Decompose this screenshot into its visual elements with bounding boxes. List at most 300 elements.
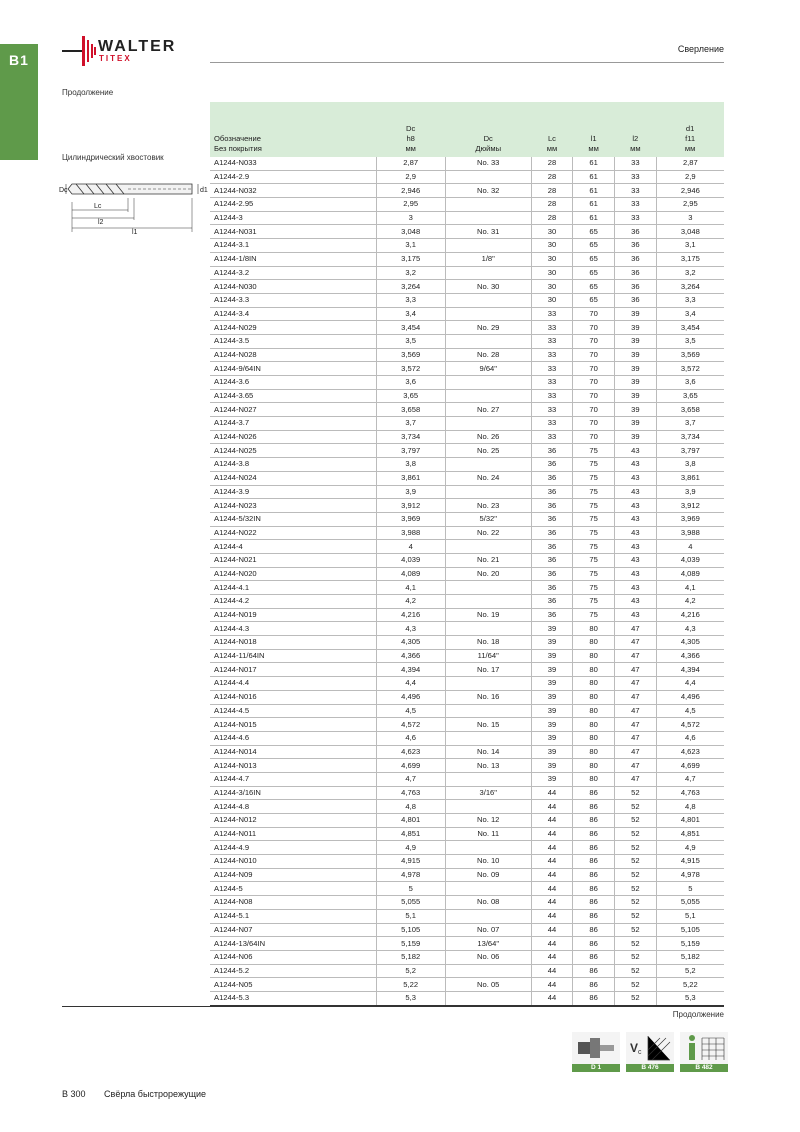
table-cell: 2,946 [376, 184, 445, 198]
table-cell: 47 [614, 745, 656, 759]
diagram-label-d1: d1 [200, 187, 208, 194]
table-cell: 4,2 [376, 595, 445, 609]
table-cell: 52 [614, 882, 656, 896]
table-cell: 4,394 [656, 663, 724, 677]
table-cell: A1244-N017 [210, 663, 376, 677]
table-cell: 47 [614, 677, 656, 691]
table-cell: 75 [573, 595, 615, 609]
table-cell: 3,7 [656, 417, 724, 431]
table-cell: 36 [531, 581, 573, 595]
table-cell: 43 [614, 581, 656, 595]
logo-bars-icon [62, 34, 98, 68]
table-cell: 3,988 [376, 526, 445, 540]
table-cell: 52 [614, 855, 656, 869]
table-cell: 43 [614, 595, 656, 609]
table-cell: 4,4 [376, 677, 445, 691]
table-cell: No. 28 [445, 348, 531, 362]
section-tab [0, 44, 38, 160]
table-cell: 75 [573, 553, 615, 567]
table-cell: A1244-N05 [210, 978, 376, 992]
table-cell: 39 [531, 649, 573, 663]
table-cell: 80 [573, 704, 615, 718]
column-header-line: d1 [685, 124, 695, 133]
table-cell: 3,797 [656, 444, 724, 458]
column-header-line: f11 [685, 134, 696, 143]
table-cell: 30 [531, 225, 573, 239]
table-cell: 3,175 [656, 252, 724, 266]
icon-box-shank-holder[interactable] [572, 1032, 620, 1072]
table-cell: 5,055 [656, 896, 724, 910]
table-cell: 44 [531, 964, 573, 978]
table-cell [445, 376, 531, 390]
table-cell: 43 [614, 567, 656, 581]
table-row [210, 841, 724, 855]
table-cell: 3,9 [656, 485, 724, 499]
page-number: B 300 [62, 1089, 86, 1099]
table-cell: 30 [531, 252, 573, 266]
table-cell: 39 [614, 321, 656, 335]
table-cell: 4,9 [376, 841, 445, 855]
table-cell: 65 [573, 239, 615, 253]
table-cell: 44 [531, 814, 573, 828]
table-row [210, 896, 724, 910]
table-cell: 75 [573, 485, 615, 499]
table-cell: 36 [531, 567, 573, 581]
table-cell: 33 [531, 307, 573, 321]
table-cell: 39 [614, 430, 656, 444]
table-row [210, 389, 724, 403]
column-header-line: мм [405, 144, 416, 153]
table-cell: 4,7 [376, 772, 445, 786]
table-cell: 43 [614, 540, 656, 554]
table-row [210, 636, 724, 650]
table-cell: 4,623 [656, 745, 724, 759]
table-cell: 80 [573, 636, 615, 650]
table-cell: 3,988 [656, 526, 724, 540]
table-cell: 86 [573, 896, 615, 910]
table-cell: A1244-N06 [210, 950, 376, 964]
table-cell: 4,978 [376, 868, 445, 882]
table-cell: 3,264 [656, 280, 724, 294]
column-header-6 [656, 102, 724, 157]
diagram-label-l1: l1 [132, 229, 138, 236]
table-row [210, 937, 724, 951]
table-cell: A1244-N030 [210, 280, 376, 294]
table-cell: 39 [614, 389, 656, 403]
table-row [210, 581, 724, 595]
table-cell: 65 [573, 293, 615, 307]
table-cell: 4,801 [656, 814, 724, 828]
table-cell: A1244-3.1 [210, 239, 376, 253]
column-header-line: Dc [483, 134, 493, 143]
table-cell: 39 [614, 362, 656, 376]
table-row [210, 704, 724, 718]
table-cell: 47 [614, 690, 656, 704]
table-cell: 47 [614, 622, 656, 636]
table-cell: 5,3 [656, 991, 724, 1005]
diagram-label-lc: Lc [94, 203, 102, 210]
table-cell: 70 [573, 389, 615, 403]
table-cell: 75 [573, 444, 615, 458]
table-cell: A1244-3.4 [210, 307, 376, 321]
table-cell [445, 198, 531, 212]
table-row [210, 307, 724, 321]
table-cell: 3,2 [376, 266, 445, 280]
table-cell: A1244-N013 [210, 759, 376, 773]
table-cell: 52 [614, 991, 656, 1005]
table-cell: A1244-4.3 [210, 622, 376, 636]
table-cell: 47 [614, 772, 656, 786]
table-row [210, 403, 724, 417]
table-cell: 33 [614, 211, 656, 225]
table-cell: A1244-2.95 [210, 198, 376, 212]
table-cell: 4,366 [376, 649, 445, 663]
table-cell: 39 [531, 677, 573, 691]
table-cell: A1244-5 [210, 882, 376, 896]
table-cell: 4,305 [376, 636, 445, 650]
table-cell: 33 [531, 389, 573, 403]
table-cell: No. 13 [445, 759, 531, 773]
table-cell: 36 [531, 553, 573, 567]
table-cell: A1244-N027 [210, 403, 376, 417]
table-row [210, 731, 724, 745]
table-cell: 43 [614, 471, 656, 485]
table-cell: 52 [614, 896, 656, 910]
column-header-line: l1 [590, 134, 597, 143]
icon-box-info[interactable] [680, 1032, 728, 1072]
table-row [210, 458, 724, 472]
table-cell: 52 [614, 978, 656, 992]
table-cell: 3,861 [656, 471, 724, 485]
table-cell: 30 [531, 280, 573, 294]
table-cell: A1244-N028 [210, 348, 376, 362]
table-cell: 36 [531, 526, 573, 540]
table-cell: 4,2 [656, 595, 724, 609]
table-cell: 4,572 [376, 718, 445, 732]
table-cell: 65 [573, 280, 615, 294]
table-cell: 3,5 [656, 334, 724, 348]
table-cell: 86 [573, 841, 615, 855]
table-cell: A1244-N012 [210, 814, 376, 828]
table-cell [445, 731, 531, 745]
table-row [210, 512, 724, 526]
table-cell: 3,65 [656, 389, 724, 403]
drill-spec-table [210, 102, 724, 1006]
table-cell: 75 [573, 567, 615, 581]
table-cell: 39 [614, 334, 656, 348]
table-cell: 43 [614, 444, 656, 458]
table-cell [445, 334, 531, 348]
table-cell: 5,159 [376, 937, 445, 951]
table-cell: 4,039 [656, 553, 724, 567]
table-row [210, 211, 724, 225]
table-cell: 70 [573, 362, 615, 376]
table-cell: 5,105 [376, 923, 445, 937]
table-cell [445, 622, 531, 636]
table-cell: 36 [531, 540, 573, 554]
table-row [210, 608, 724, 622]
table-cell: 86 [573, 800, 615, 814]
table-cell: No. 23 [445, 499, 531, 513]
table-cell: No. 21 [445, 553, 531, 567]
table-cell: 4,216 [376, 608, 445, 622]
table-row [210, 444, 724, 458]
table-cell: 33 [531, 376, 573, 390]
table-cell: No. 31 [445, 225, 531, 239]
table-row [210, 362, 724, 376]
table-cell: 4,8 [376, 800, 445, 814]
section-tab-label: B1 [9, 52, 29, 68]
table-row [210, 485, 724, 499]
table-cell: 44 [531, 827, 573, 841]
table-row [210, 540, 724, 554]
table-cell: 52 [614, 814, 656, 828]
table-cell: 44 [531, 868, 573, 882]
table-cell: A1244-3.9 [210, 485, 376, 499]
table-cell: 3,9 [376, 485, 445, 499]
table-cell [445, 458, 531, 472]
table-cell: 3,4 [376, 307, 445, 321]
table-cell: 28 [531, 211, 573, 225]
table-cell: A1244-N024 [210, 471, 376, 485]
table-cell: 44 [531, 896, 573, 910]
continuation-note-top: Продолжение [62, 88, 114, 97]
table-cell: 4,6 [376, 731, 445, 745]
table-cell [445, 417, 531, 431]
table-cell: A1244-N07 [210, 923, 376, 937]
table-cell: No. 19 [445, 608, 531, 622]
table-cell [445, 293, 531, 307]
table-cell: 3,2 [656, 266, 724, 280]
diagram-label-dc: Dc [59, 187, 68, 194]
cutting-speed-icon [626, 1032, 674, 1064]
table-row [210, 430, 724, 444]
table-cell: A1244-5.2 [210, 964, 376, 978]
table-cell: 65 [573, 266, 615, 280]
table-row [210, 280, 724, 294]
table-cell: 75 [573, 540, 615, 554]
column-header-line: мм [546, 144, 558, 153]
table-cell: 3,658 [656, 403, 724, 417]
table-cell: 39 [531, 690, 573, 704]
table-cell: A1244-3.7 [210, 417, 376, 431]
table-cell: 61 [573, 157, 615, 170]
table-cell: 36 [614, 266, 656, 280]
table-cell: 3,1 [656, 239, 724, 253]
table-cell: A1244-N018 [210, 636, 376, 650]
table-cell: A1244-5/32IN [210, 512, 376, 526]
table-cell: 2,9 [656, 170, 724, 184]
table-cell: A1244-11/64IN [210, 649, 376, 663]
table-cell: A1244-4.8 [210, 800, 376, 814]
table-row [210, 786, 724, 800]
table-cell: 39 [614, 307, 656, 321]
table-row [210, 376, 724, 390]
table-cell: A1244-N026 [210, 430, 376, 444]
table-cell: 4,699 [656, 759, 724, 773]
table-row [210, 800, 724, 814]
table-cell: 65 [573, 252, 615, 266]
table-row [210, 827, 724, 841]
table-cell: A1244-5.3 [210, 991, 376, 1005]
table-cell: No. 05 [445, 978, 531, 992]
table-cell: No. 17 [445, 663, 531, 677]
table-cell: 36 [614, 280, 656, 294]
table-cell [445, 540, 531, 554]
table-cell: 86 [573, 964, 615, 978]
table-row [210, 526, 724, 540]
table-cell: 4,699 [376, 759, 445, 773]
column-header-line: Дюймы [475, 144, 502, 153]
table-cell: 2,87 [656, 157, 724, 170]
table-cell: A1244-4 [210, 540, 376, 554]
table-cell: 3,5 [376, 334, 445, 348]
table-cell: 4,089 [656, 567, 724, 581]
table-row [210, 321, 724, 335]
column-header-line: мм [588, 144, 599, 153]
table-row [210, 759, 724, 773]
table-cell: 5,1 [376, 909, 445, 923]
table-row [210, 964, 724, 978]
table-cell: A1244-1/8IN [210, 252, 376, 266]
table-cell: A1244-4.4 [210, 677, 376, 691]
table-cell: No. 10 [445, 855, 531, 869]
table-row [210, 745, 724, 759]
table-cell: 28 [531, 198, 573, 212]
table-cell: 86 [573, 978, 615, 992]
table-cell: No. 26 [445, 430, 531, 444]
table-cell: 3,8 [376, 458, 445, 472]
shank-type-label: Цилиндрический хвостовик [62, 153, 164, 162]
table-cell: 86 [573, 991, 615, 1005]
table-cell: 75 [573, 512, 615, 526]
table-row [210, 622, 724, 636]
table-cell: No. 15 [445, 718, 531, 732]
table-cell: 3,658 [376, 403, 445, 417]
table-cell: 47 [614, 636, 656, 650]
table-cell: 3,264 [376, 280, 445, 294]
table-cell [445, 841, 531, 855]
table-cell: 2,946 [656, 184, 724, 198]
table-cell: 3,912 [376, 499, 445, 513]
table-cell: 75 [573, 526, 615, 540]
table-row [210, 814, 724, 828]
table-cell: 86 [573, 937, 615, 951]
table-cell: No. 29 [445, 321, 531, 335]
table-cell: 3,048 [376, 225, 445, 239]
table-cell: 5,182 [376, 950, 445, 964]
table-cell: 5,105 [656, 923, 724, 937]
table-cell [445, 266, 531, 280]
table-cell: No. 11 [445, 827, 531, 841]
table-cell: No. 20 [445, 567, 531, 581]
table-cell: 4,496 [376, 690, 445, 704]
column-header-line: h8 [406, 134, 415, 143]
table-cell: 4,305 [656, 636, 724, 650]
table-cell: 30 [531, 266, 573, 280]
table-cell: 44 [531, 937, 573, 951]
column-header-1 [376, 102, 445, 157]
table-cell: 36 [531, 444, 573, 458]
table-cell: 47 [614, 731, 656, 745]
table-cell: 2,95 [376, 198, 445, 212]
table-cell: A1244-N016 [210, 690, 376, 704]
table-cell: 47 [614, 718, 656, 732]
table-cell: A1244-N010 [210, 855, 376, 869]
table-cell: 4,366 [656, 649, 724, 663]
table-cell: 3,797 [376, 444, 445, 458]
table-cell [445, 389, 531, 403]
column-header-line: l2 [632, 134, 639, 143]
table-row [210, 855, 724, 869]
table-cell: 75 [573, 458, 615, 472]
table-cell: 4,3 [656, 622, 724, 636]
table-row [210, 293, 724, 307]
brand-name: WALTER [98, 38, 177, 55]
table-cell: 39 [614, 348, 656, 362]
table-cell: A1244-N031 [210, 225, 376, 239]
footer-title: Свёрла быстрорежущие [104, 1089, 207, 1099]
table-cell: 3,454 [376, 321, 445, 335]
table-cell: 3,912 [656, 499, 724, 513]
table-cell: 39 [531, 731, 573, 745]
table-cell: 5 [376, 882, 445, 896]
table-cell: 52 [614, 950, 656, 964]
table-cell: 44 [531, 841, 573, 855]
table-cell: A1244-N019 [210, 608, 376, 622]
table-cell: 5,159 [656, 937, 724, 951]
table-cell: 52 [614, 786, 656, 800]
table-cell: 33 [531, 321, 573, 335]
table-row [210, 252, 724, 266]
table-cell: 43 [614, 512, 656, 526]
table-cell: A1244-3.8 [210, 458, 376, 472]
diagram-label-l2: l2 [98, 219, 104, 226]
table-cell: 47 [614, 759, 656, 773]
table-cell: 2,9 [376, 170, 445, 184]
table-cell: A1244-N032 [210, 184, 376, 198]
table-cell: 52 [614, 827, 656, 841]
table-cell: 39 [531, 745, 573, 759]
header-divider [210, 62, 724, 63]
table-cell: A1244-N08 [210, 896, 376, 910]
table-cell: 3,1 [376, 239, 445, 253]
table-cell: 3,3 [656, 293, 724, 307]
table-cell: 3,8 [656, 458, 724, 472]
table-cell: 39 [531, 704, 573, 718]
table-cell: A1244-N015 [210, 718, 376, 732]
table-cell: No. 16 [445, 690, 531, 704]
table-cell: 5,2 [656, 964, 724, 978]
table-cell: A1244-3/16IN [210, 786, 376, 800]
table-cell: 4,915 [656, 855, 724, 869]
table-cell: 33 [531, 334, 573, 348]
table-cell: 33 [614, 157, 656, 170]
table-cell: 43 [614, 526, 656, 540]
table-cell: 36 [531, 485, 573, 499]
table-cell: No. 33 [445, 157, 531, 170]
column-header-0 [210, 102, 376, 157]
table-cell: 3,048 [656, 225, 724, 239]
table-cell: 61 [573, 184, 615, 198]
icon-box-cutting-speed[interactable] [626, 1032, 674, 1072]
table-cell: 86 [573, 786, 615, 800]
table-cell [445, 170, 531, 184]
table-row [210, 909, 724, 923]
table-cell: A1244-N022 [210, 526, 376, 540]
table-cell: 36 [531, 471, 573, 485]
table-cell: No. 12 [445, 814, 531, 828]
